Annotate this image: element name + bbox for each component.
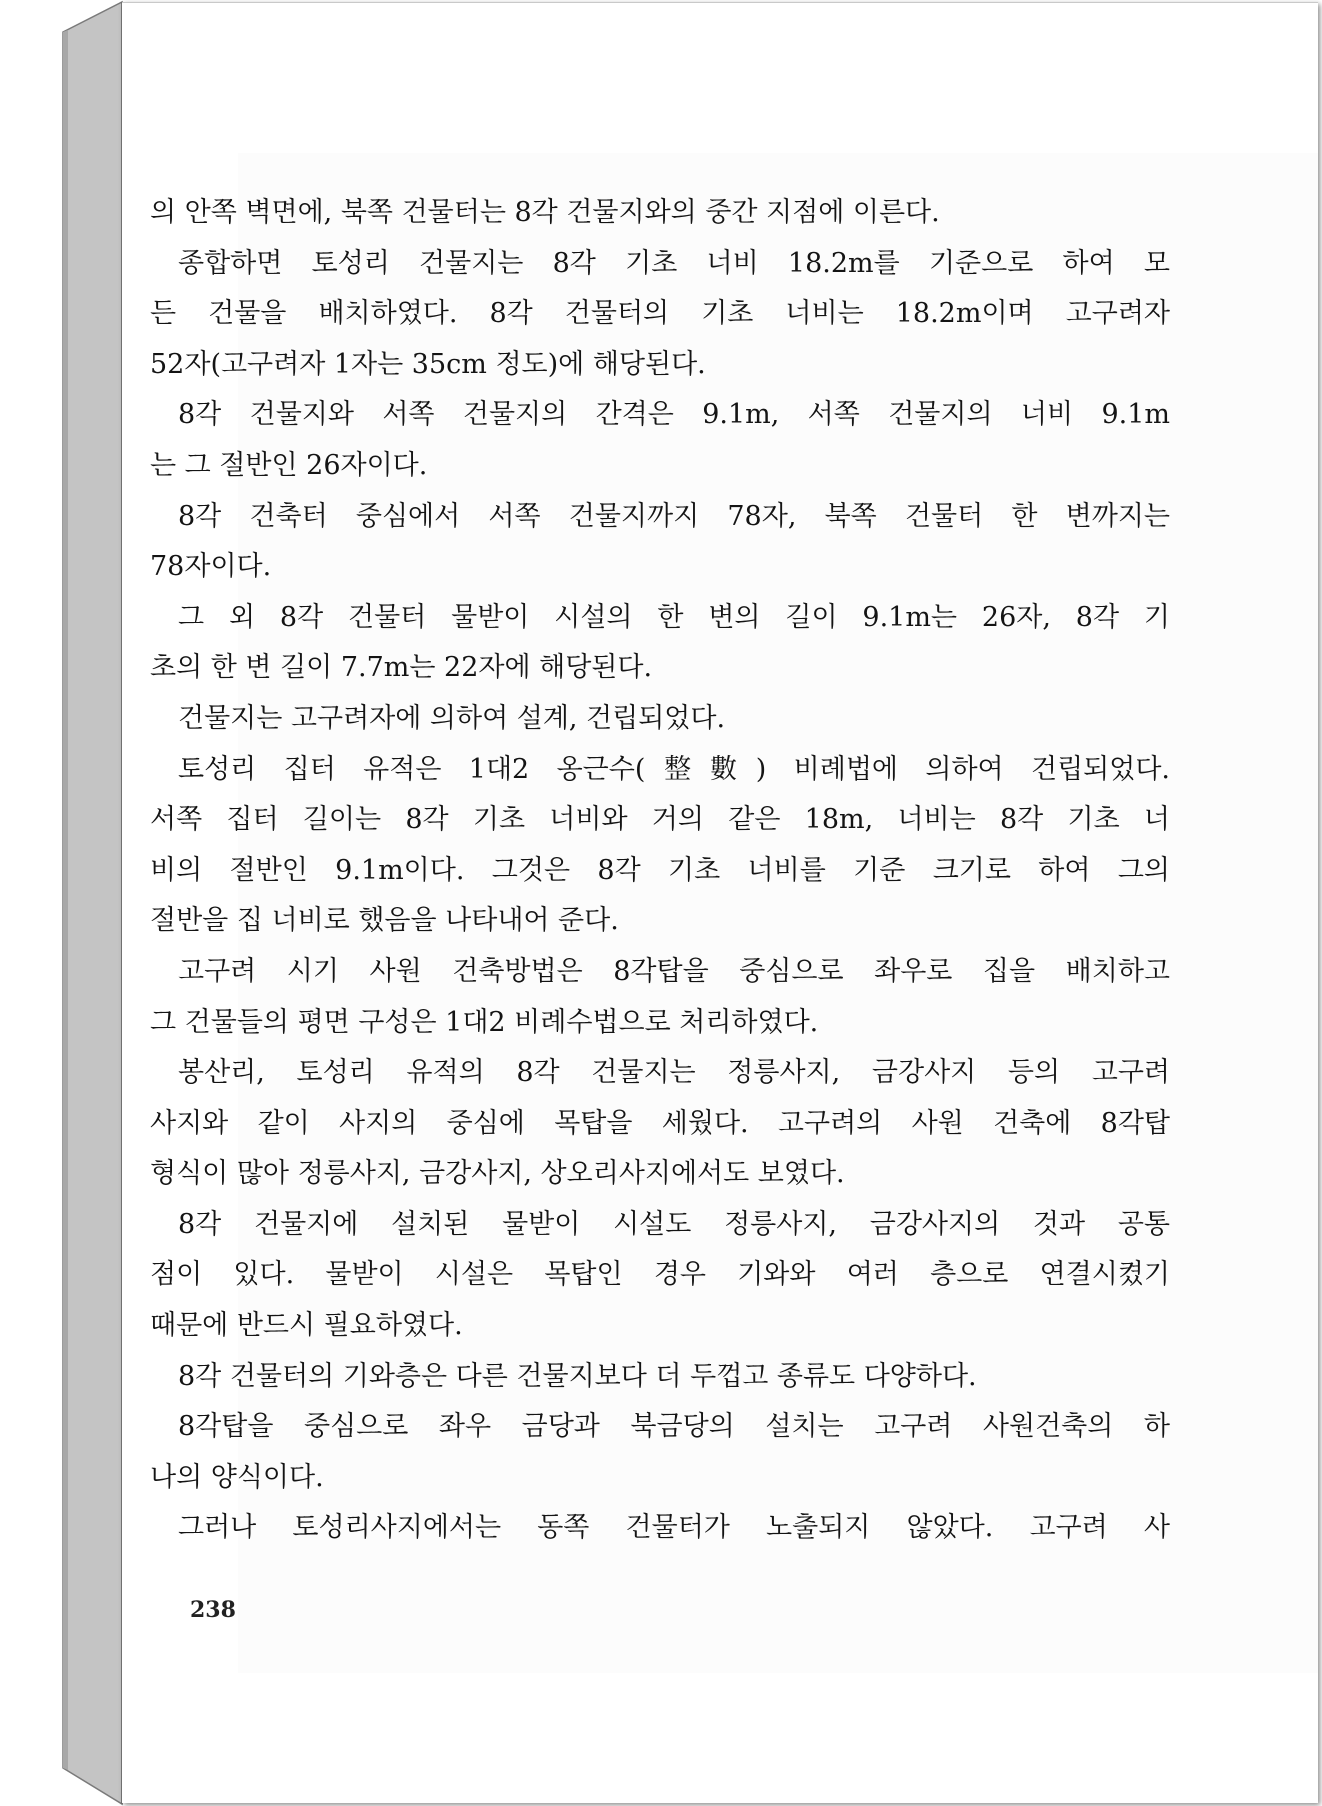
- text-line: 8각 건축터 중심에서 서쪽 건물지까지 78자, 북쪽 건물터 한 변까지는: [178, 500, 1170, 532]
- text-line: 8각탑을 중심으로 좌우 금당과 북금당의 설치는 고구려 사원건축의 하: [178, 1411, 1170, 1443]
- text-line: 그 건물들의 평면 구성은 1대2 비례수법으로 처리하였다.: [150, 1006, 819, 1038]
- text-line: 는 그 절반인 26자이다.: [150, 449, 428, 481]
- text-line: 초의 한 변 길이 7.7m는 22자에 해당된다.: [150, 652, 653, 684]
- text-line: 52자(고구려자 1자는 35cm 정도)에 해당된다.: [150, 348, 706, 380]
- text-line: 8각 건물지에 설치된 물받이 시설도 정릉사지, 금강사지의 것과 공통: [178, 1208, 1170, 1240]
- text-line: 8각 건물터의 기와층은 다른 건물지보다 더 두껍고 종류도 다양하다.: [178, 1360, 977, 1392]
- text-line: 때문에 반드시 필요하였다.: [150, 1310, 463, 1342]
- text-line: 건물지는 고구려자에 의하여 설계, 건립되었다.: [178, 702, 726, 734]
- text-line: 그러나 토성리사지에서는 동쪽 건물터가 노출되지 않았다. 고구려 사: [178, 1512, 1170, 1544]
- page-body-text: [150, 188, 1170, 1554]
- text-line: 봉산리, 토성리 유적의 8각 건물지는 정릉사지, 금강사지 등의 고구려: [178, 1057, 1170, 1089]
- text-line: 비의 절반인 9.1m이다. 그것은 8각 기초 너비를 기준 크기로 하여 그의: [150, 854, 1170, 886]
- text-line: 의 안쪽 벽면에, 북쪽 건물터는 8각 건물지와의 중간 지점에 이른다.: [150, 197, 940, 228]
- text-line: 형식이 많아 정릉사지, 금강사지, 상오리사지에서도 보였다.: [150, 1158, 845, 1190]
- text-line: 점이 있다. 물받이 시설은 목탑인 경우 기와와 여러 층으로 연결시켰기: [150, 1259, 1170, 1291]
- text-line: 8각 건물지와 서쪽 건물지의 간격은 9.1m, 서쪽 건물지의 너비 9.1m: [178, 399, 1170, 431]
- text-line: 종합하면 토성리 건물지는 8각 기초 너비 18.2m를 기준으로 하여 모: [178, 247, 1170, 279]
- text-line: 나의 양식이다.: [150, 1461, 324, 1493]
- book-spine: [0, 0, 130, 1806]
- text-line: 서쪽 집터 길이는 8각 기초 너비와 거의 같은 18m, 너비는 8각 기초 너: [150, 804, 1170, 836]
- text-line: 든 건물을 배치하였다. 8각 건물터의 기초 너비는 18.2m이며 고구려자: [150, 298, 1170, 330]
- text-line: 78자이다.: [150, 551, 272, 583]
- text-line: 고구려 시기 사원 건축방법은 8각탑을 중심으로 좌우로 집을 배치하고: [178, 955, 1170, 987]
- text-line: 그 외 8각 건물터 물받이 시설의 한 변의 길이 9.1m는 26자, 8각 기: [178, 601, 1170, 633]
- text-line: 절반을 집 너비로 했음을 나타내어 준다.: [150, 905, 619, 937]
- page-number: 238: [190, 1597, 236, 1623]
- text-line: 토성리 집터 유적은 1대2 옹근수(整數) 비례법에 의하여 건립되었다.: [178, 753, 1170, 785]
- text-line: 사지와 같이 사지의 중심에 목탑을 세웠다. 고구려의 사원 건축에 8각탑: [150, 1107, 1170, 1139]
